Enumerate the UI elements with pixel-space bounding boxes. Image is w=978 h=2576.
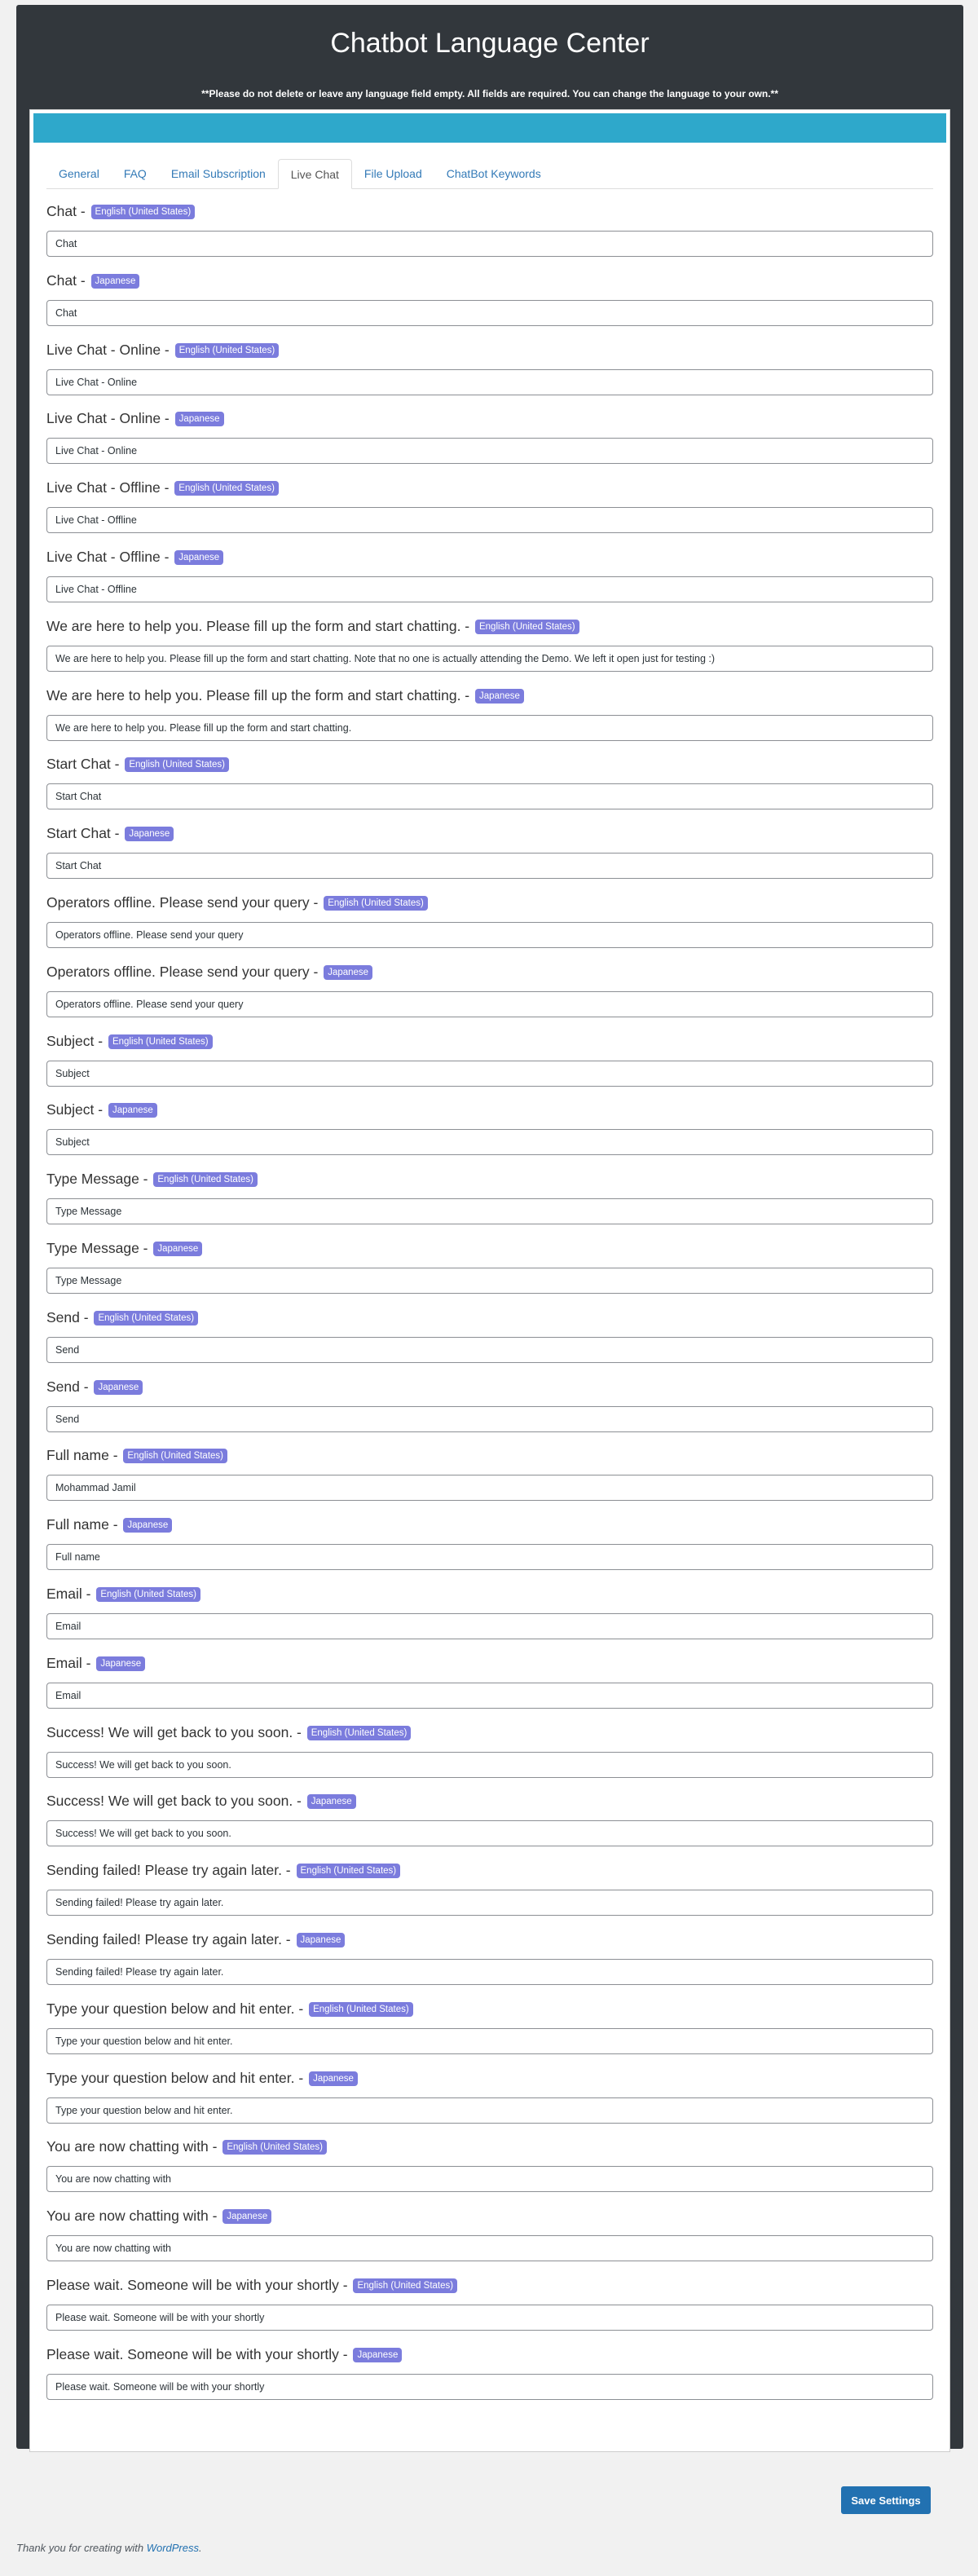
field-label (46, 1033, 213, 1050)
translation-input[interactable] (46, 1337, 933, 1363)
field-label (46, 825, 174, 842)
language-badge: Japanese (153, 1242, 202, 1256)
field-label (46, 272, 139, 289)
language-field-row (46, 1440, 933, 1510)
field-label-text: Live Chat - Online - (46, 341, 174, 358)
language-badge: Japanese (96, 1656, 145, 1671)
footer-text: Thank you for creating with (16, 2542, 147, 2554)
translation-input[interactable] (46, 715, 933, 741)
language-badge: English (United States) (91, 205, 196, 219)
language-badge: English (United States) (175, 343, 280, 358)
field-label-text: Type your question below and hit enter. - (46, 2069, 308, 2086)
language-field-row (46, 196, 933, 266)
language-badge: Japanese (94, 1380, 143, 1395)
tab-faq[interactable]: FAQ (123, 167, 147, 180)
field-label (46, 618, 579, 635)
language-field-row (46, 1718, 933, 1787)
field-label-text: Send - (46, 1378, 93, 1395)
language-badge: English (United States) (297, 1864, 401, 1878)
language-badge: English (United States) (153, 1172, 258, 1187)
translation-input[interactable] (46, 2166, 933, 2192)
language-field-row (46, 404, 933, 473)
language-field-row (46, 2201, 933, 2270)
tab-live-chat[interactable]: Live Chat (278, 159, 352, 189)
language-badge: Japanese (174, 550, 223, 565)
language-field-row (46, 1510, 933, 1579)
language-field-row (46, 2340, 933, 2409)
language-badge: Japanese (125, 827, 174, 841)
field-label (46, 410, 224, 427)
field-label-text: Please wait. Someone will be with your shortly - (46, 2276, 352, 2293)
save-settings-button[interactable]: Save Settings (841, 2486, 931, 2514)
language-field-row (46, 473, 933, 542)
field-label-text: Start Chat - (46, 756, 124, 773)
tab-chatbot-keywords[interactable]: ChatBot Keywords (446, 167, 541, 180)
field-label (46, 1586, 200, 1603)
translation-input[interactable] (46, 369, 933, 395)
translation-input[interactable] (46, 2028, 933, 2054)
language-field-row (46, 1786, 933, 1855)
tab-general[interactable]: General (59, 167, 99, 180)
field-label-text: Operators offline. Please send your query - (46, 963, 323, 980)
language-field-row (46, 1925, 933, 1994)
field-label-text: Subject - (46, 1101, 107, 1118)
field-label-text: Live Chat - Offline - (46, 479, 174, 496)
field-label-text: Type your question below and hit enter. - (46, 2000, 308, 2017)
panel-accent-bar (33, 113, 946, 143)
field-label (46, 1655, 145, 1672)
field-label-text: We are here to help you. Please fill up the form and start chatting. - (46, 686, 474, 704)
field-label-text: Full name - (46, 1447, 122, 1464)
field-label (46, 203, 195, 220)
language-badge: Japanese (91, 274, 140, 289)
language-badge: Japanese (222, 2209, 271, 2224)
field-label-text: We are here to help you. Please fill up the form and start chatting. - (46, 617, 474, 634)
field-label (46, 1516, 172, 1533)
language-field-row (46, 957, 933, 1026)
field-label (46, 549, 223, 566)
field-label-text: Live Chat - Online - (46, 410, 174, 427)
language-field-row (46, 266, 933, 335)
language-badge: English (United States) (94, 1311, 198, 1325)
field-label-text: Type Message - (46, 1171, 152, 1188)
translation-input[interactable] (46, 1061, 933, 1087)
translation-input[interactable] (46, 1475, 933, 1501)
language-badge: English (United States) (353, 2278, 457, 2293)
language-badge: Japanese (309, 2071, 358, 2086)
translation-input[interactable] (46, 2305, 933, 2331)
field-label (46, 964, 372, 981)
field-label (46, 1793, 356, 1810)
language-field-row (46, 1095, 933, 1164)
page-title: Chatbot Language Center (330, 28, 650, 59)
translation-input[interactable] (46, 1198, 933, 1224)
field-label-text: You are now chatting with - (46, 2208, 222, 2225)
field-label (46, 1240, 202, 1257)
field-label (46, 1378, 143, 1396)
language-badge: English (United States) (174, 481, 279, 496)
translation-input[interactable] (46, 1613, 933, 1639)
field-label-text: Success! We will get back to you soon. - (46, 1793, 306, 1810)
language-field-row (46, 2270, 933, 2340)
translation-input[interactable] (46, 1544, 933, 1570)
language-field-row (46, 1303, 933, 1372)
translation-input[interactable] (46, 2097, 933, 2124)
language-badge: English (United States) (324, 896, 428, 911)
field-label (46, 1101, 157, 1118)
field-label (46, 2346, 402, 2363)
field-label (46, 894, 428, 911)
tab-file-upload[interactable]: File Upload (363, 167, 422, 180)
language-badge: Japanese (324, 965, 372, 980)
language-field-row (46, 1579, 933, 1648)
language-field-row (46, 749, 933, 818)
field-label (46, 342, 279, 359)
language-badge: Japanese (297, 1933, 346, 1947)
language-badge: Japanese (353, 2348, 402, 2362)
field-label-text: Success! We will get back to you soon. - (46, 1723, 306, 1740)
field-label-text: Type Message - (46, 1239, 152, 1256)
field-label (46, 2277, 457, 2294)
translation-input[interactable] (46, 922, 933, 948)
language-badge: English (United States) (96, 1587, 200, 1602)
footer-suffix: . (199, 2542, 202, 2554)
field-label (46, 2070, 358, 2087)
field-label (46, 1931, 345, 1948)
language-field-row (46, 1164, 933, 1233)
field-label-text: Sending failed! Please try again later. - (46, 1862, 295, 1879)
field-label (46, 2208, 271, 2225)
field-label-text: Operators offline. Please send your query - (46, 893, 323, 911)
language-badge: English (United States) (123, 1449, 227, 1463)
translation-input[interactable] (46, 646, 933, 672)
field-label-text: Live Chat - Offline - (46, 548, 174, 565)
field-label-text: Please wait. Someone will be with your shortly - (46, 2345, 352, 2362)
language-field-row (46, 542, 933, 611)
wordpress-link[interactable]: WordPress (146, 2542, 199, 2554)
language-field-row (46, 818, 933, 888)
language-field-row (46, 1994, 933, 2063)
field-label-text: Chat - (46, 271, 90, 289)
footer-credit (16, 2542, 202, 2554)
language-fields (46, 196, 933, 2409)
field-label-text: Sending failed! Please try again later. - (46, 1930, 295, 1947)
field-label (46, 479, 279, 496)
translation-input[interactable] (46, 438, 933, 464)
language-field-row (46, 2063, 933, 2133)
translation-input[interactable] (46, 783, 933, 809)
translation-input[interactable] (46, 2374, 933, 2400)
translation-input[interactable] (46, 1752, 933, 1778)
language-badge: English (United States) (222, 2140, 327, 2155)
language-badge: English (United States) (309, 2002, 413, 2017)
field-label-text: Email - (46, 1585, 95, 1602)
language-badge: Japanese (475, 689, 524, 704)
translation-input[interactable] (46, 1959, 933, 1985)
settings-container (16, 5, 963, 2507)
translation-input[interactable] (46, 300, 933, 326)
field-label (46, 1862, 400, 1879)
field-label-text: Chat - (46, 203, 90, 219)
required-notice: **Please do not delete or leave any language field empty. All fields are required. You can change the language to your own.** (201, 88, 778, 99)
translation-input[interactable] (46, 1406, 933, 1432)
tab-email-subscription[interactable]: Email Subscription (170, 167, 266, 180)
field-label (46, 687, 524, 704)
field-label (46, 756, 229, 773)
language-badge: English (United States) (475, 620, 579, 634)
translation-input[interactable] (46, 1683, 933, 1709)
language-badge: Japanese (123, 1518, 172, 1533)
language-badge: Japanese (108, 1103, 157, 1118)
translation-input[interactable] (46, 576, 933, 602)
field-label (46, 1171, 258, 1188)
language-field-row (46, 1648, 933, 1718)
field-label (46, 2138, 327, 2155)
field-label (46, 2000, 413, 2018)
field-label (46, 1447, 227, 1464)
translation-input[interactable] (46, 1890, 933, 1916)
translation-input[interactable] (46, 853, 933, 879)
language-field-row (46, 611, 933, 681)
field-label-text: Send - (46, 1308, 93, 1325)
translation-input[interactable] (46, 991, 933, 1017)
language-badge: English (United States) (307, 1726, 412, 1740)
settings-panel (29, 109, 950, 2452)
translation-input[interactable] (46, 231, 933, 257)
translation-input[interactable] (46, 1820, 933, 1846)
language-badge: English (United States) (108, 1034, 213, 1049)
tab-bar (46, 159, 933, 189)
language-field-row (46, 2132, 933, 2201)
field-label (46, 1724, 411, 1741)
field-label-text: Start Chat - (46, 825, 124, 842)
language-field-row (46, 1026, 933, 1096)
language-badge: English (United States) (125, 757, 229, 772)
translation-input[interactable] (46, 507, 933, 533)
language-field-row (46, 1855, 933, 1925)
language-field-row (46, 335, 933, 404)
language-badge: Japanese (307, 1794, 356, 1809)
language-field-row (46, 681, 933, 750)
field-label-text: Subject - (46, 1032, 107, 1049)
field-label-text: You are now chatting with - (46, 2138, 222, 2155)
translation-input[interactable] (46, 1268, 933, 1294)
language-field-row (46, 1233, 933, 1303)
translation-input[interactable] (46, 2235, 933, 2261)
field-label (46, 1309, 198, 1326)
translation-input[interactable] (46, 1129, 933, 1155)
field-label-text: Email - (46, 1654, 95, 1671)
language-field-row (46, 888, 933, 957)
language-badge: Japanese (175, 412, 224, 426)
field-label-text: Full name - (46, 1516, 122, 1533)
language-field-row (46, 1372, 933, 1441)
